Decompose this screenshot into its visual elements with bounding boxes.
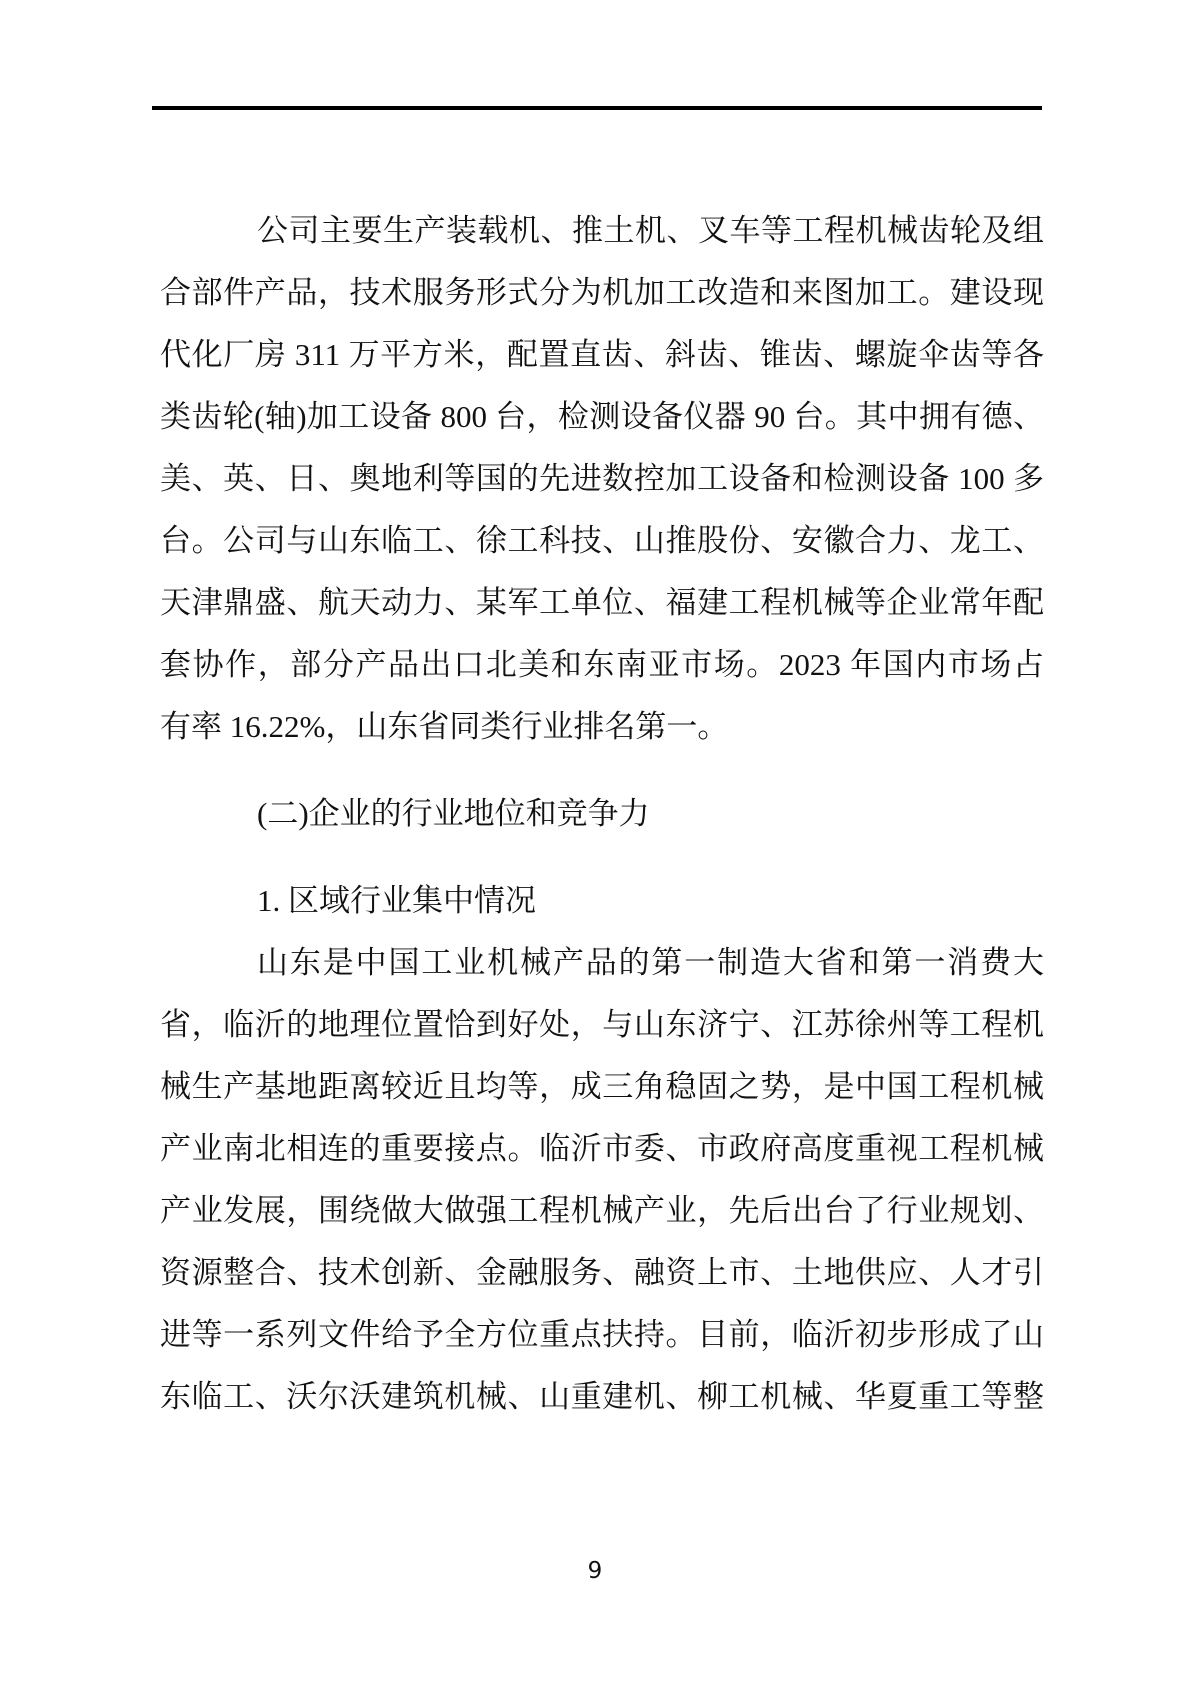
text-line: 东临工、沃尔沃建筑机械、山重建机、柳工机械、华夏重工等整 xyxy=(160,1379,1044,1414)
text-line: 产业发展，围绕做大做强工程机械产业，先后出台了行业规划、 xyxy=(160,1193,1044,1228)
text-line: 省，临沂的地理位置恰到好处，与山东济宁、江苏徐州等工程机 xyxy=(160,1007,1044,1042)
paragraph-regional-industry xyxy=(160,932,1044,1428)
text-line: 有率 16.22%，山东省同类行业排名第一。 xyxy=(160,709,729,744)
text-line: 合部件产品，技术服务形式分为机加工改造和来图加工。建设现 xyxy=(160,275,1044,310)
text-line: 资源整合、技术创新、金融服务、融资上市、土地供应、人才引 xyxy=(160,1255,1044,1290)
page-body xyxy=(160,200,1044,1428)
section-heading: (二)企业的行业地位和竞争力 xyxy=(257,796,650,831)
text-line: 公司主要生产装载机、推土机、叉车等工程机械齿轮及组 xyxy=(257,213,1044,248)
header-rule xyxy=(152,106,1042,110)
sub-heading: 1. 区域行业集中情况 xyxy=(257,883,536,918)
text-line: 台。公司与山东临工、徐工科技、山推股份、安徽合力、龙工、 xyxy=(160,523,1044,558)
text-line: 类齿轮(轴)加工设备 800 台，检测设备仪器 90 台。其中拥有德、 xyxy=(160,399,1044,434)
text-line: 山东是中国工业机械产品的第一制造大省和第一消费大 xyxy=(257,945,1044,980)
text-line: 天津鼎盛、航天动力、某军工单位、福建工程机械等企业常年配 xyxy=(160,585,1044,620)
page-number: 9 xyxy=(587,1558,603,1584)
text-line: 美、英、日、奥地利等国的先进数控加工设备和检测设备 100 多 xyxy=(160,461,1044,496)
text-line: 产业南北相连的重要接点。临沂市委、市政府高度重视工程机械 xyxy=(160,1131,1044,1166)
paragraph-company-overview xyxy=(160,200,1044,758)
text-line: 进等一系列文件给予全方位重点扶持。目前，临沂初步形成了山 xyxy=(160,1317,1044,1352)
text-line: 代化厂房 311 万平方米，配置直齿、斜齿、锥齿、螺旋伞齿等各 xyxy=(160,337,1044,372)
text-line: 械生产基地距离较近且均等，成三角稳固之势，是中国工程机械 xyxy=(160,1069,1044,1104)
text-line: 套协作，部分产品出口北美和东南亚市场。2023 年国内市场占 xyxy=(160,647,1044,682)
